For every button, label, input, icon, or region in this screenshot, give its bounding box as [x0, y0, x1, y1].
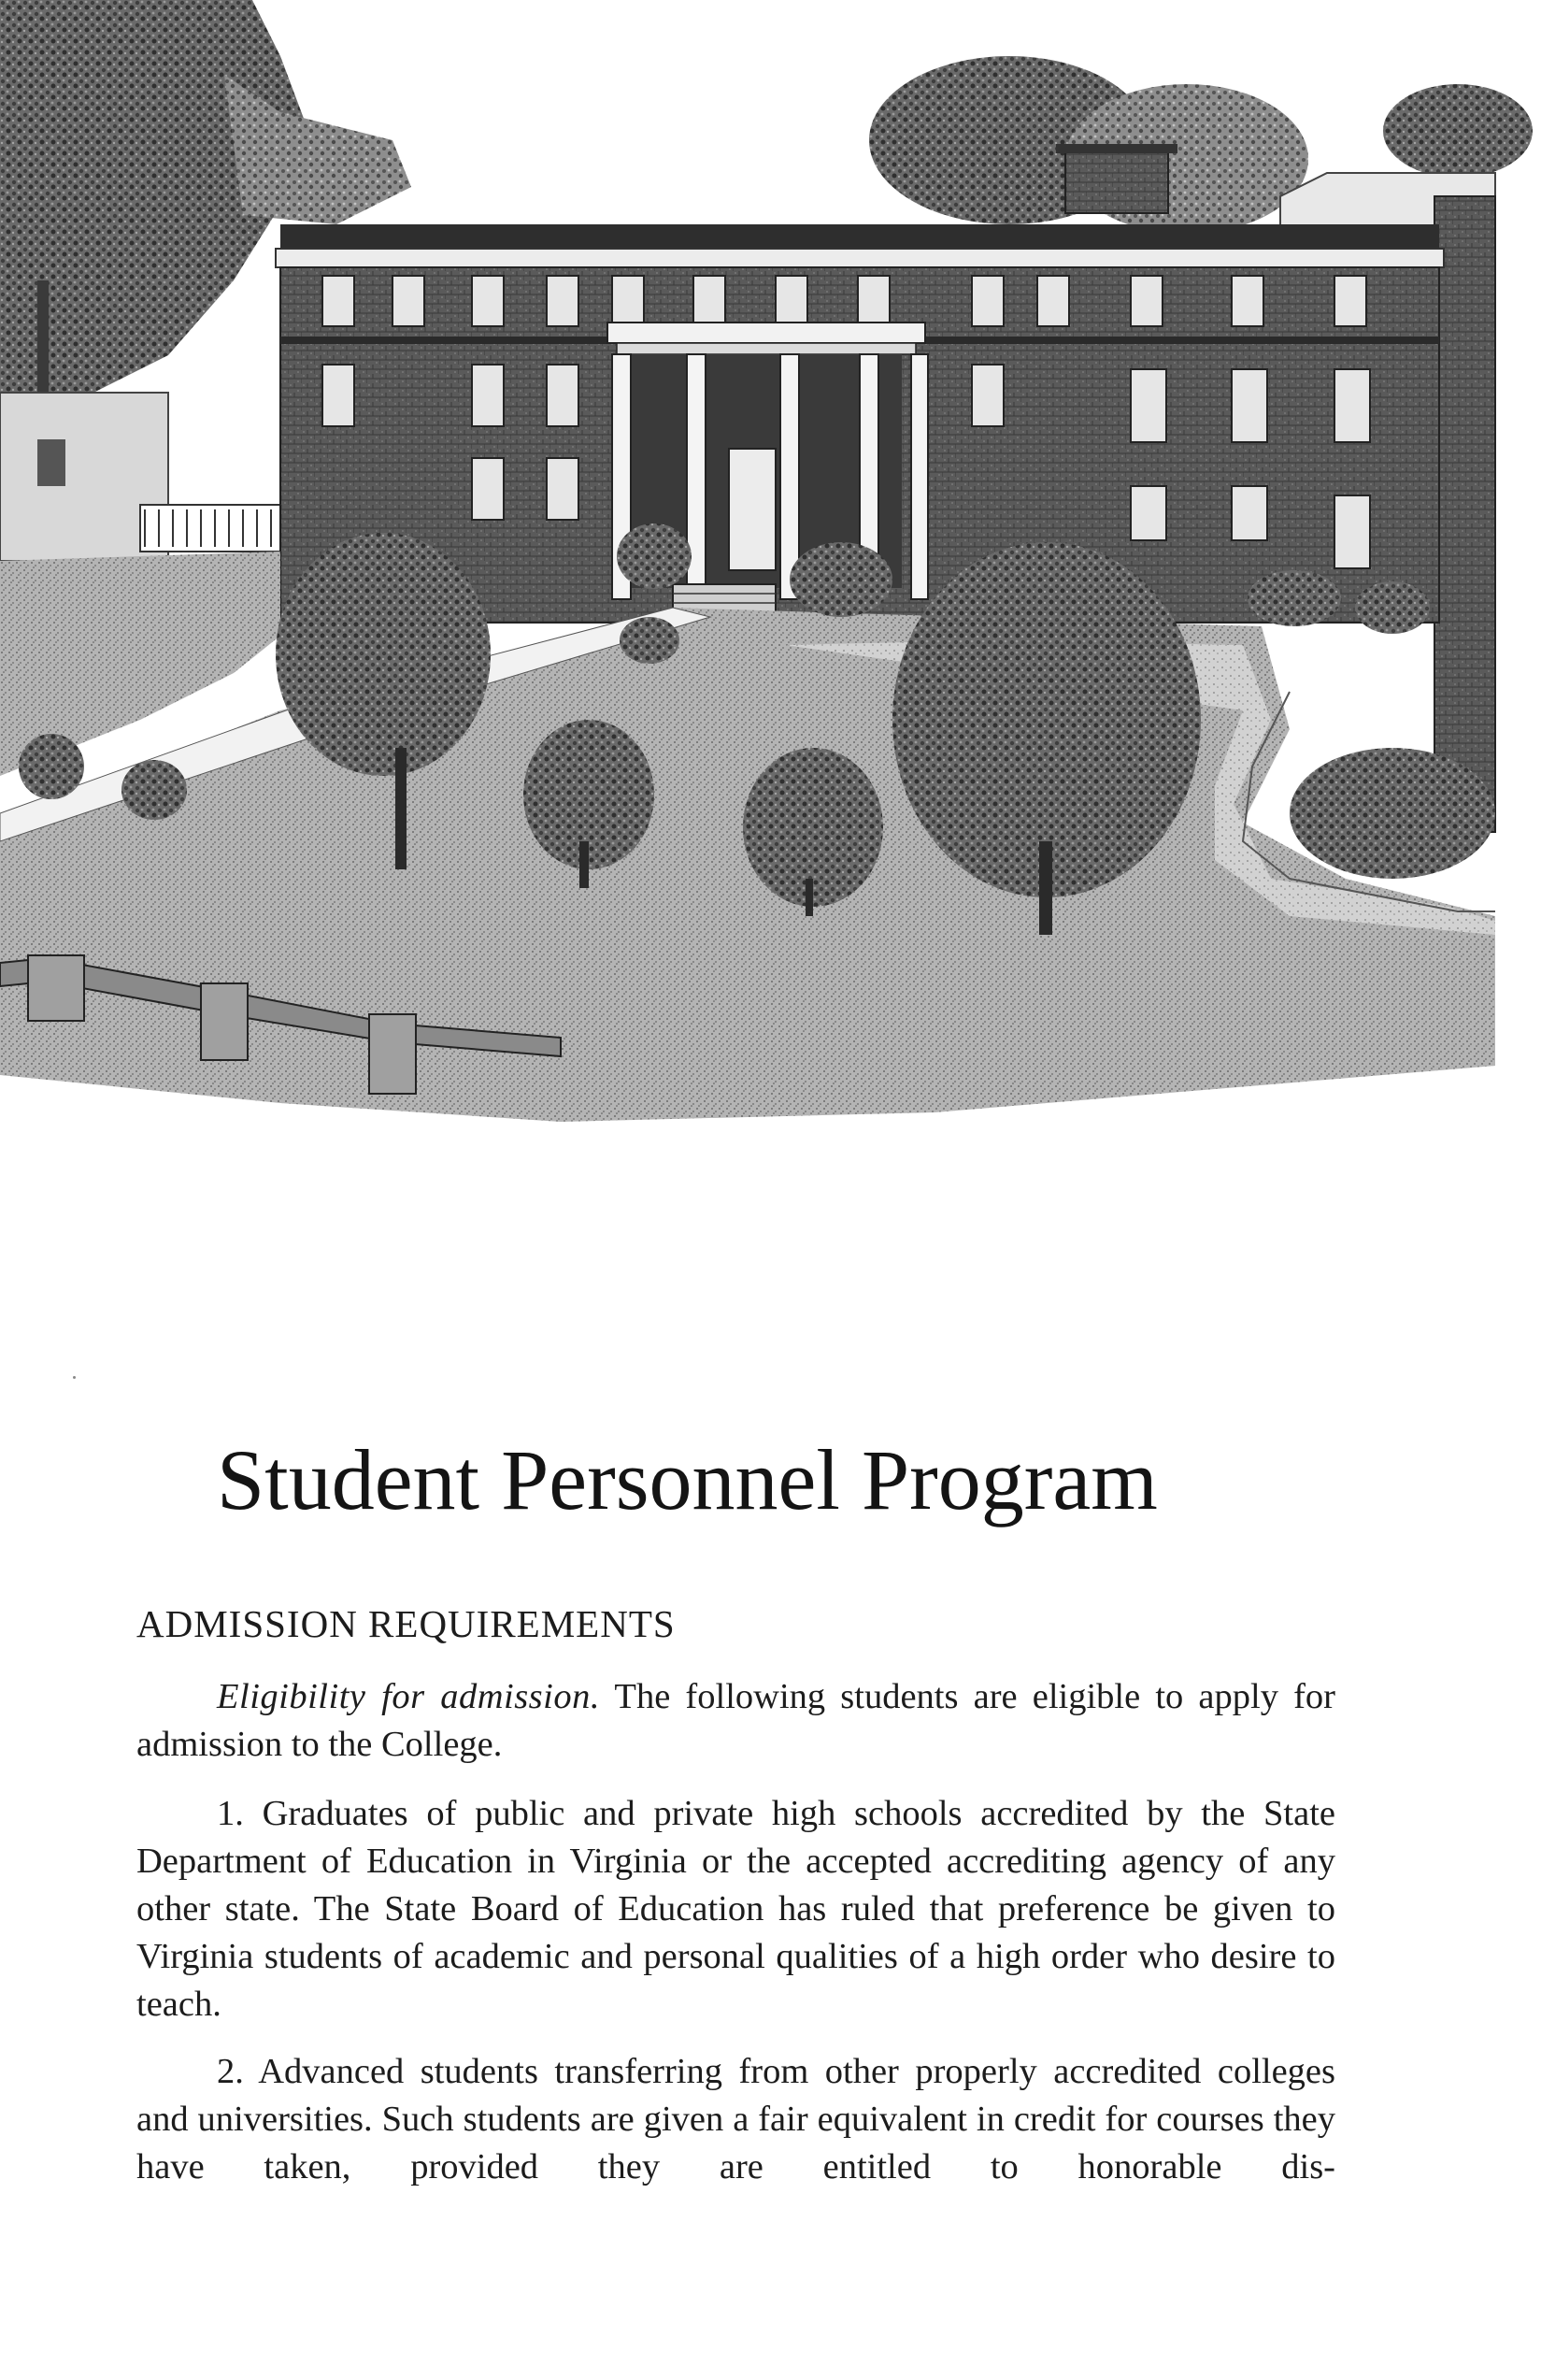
requirement-item-1	[136, 1790, 1335, 2029]
requirement-item-2	[136, 2048, 1335, 2191]
requirement-item-1-text: 1. Graduates of public and private high schools accredited by the State Department of Education in Virginia or the accepted accrediting agency of any other state. The State Board of Education has ruled that preference be given to Virginia students of academic and personal qualities of a high order who desire to teach.	[136, 1794, 1335, 2024]
page-title: Student Personnel Program	[217, 1432, 1158, 1527]
chimney	[1065, 148, 1168, 213]
eligibility-lead: Eligibility for admission.	[217, 1677, 600, 1716]
eligibility-text: The following students are eligible to apply for admission to the College.	[136, 1677, 1335, 1764]
illustration-svg	[0, 0, 1541, 1140]
paper-speck	[73, 1376, 76, 1379]
section-heading: ADMISSION REQUIREMENTS	[136, 1602, 676, 1645]
chimney-cap	[1056, 144, 1177, 153]
campus-building-illustration	[0, 0, 1541, 1140]
requirement-item-2-text: 2. Advanced students transferring from other properly accredited colleges and universities. Such students are given a fair equivalent in credit for courses they have taken, provided they are entitled to honorable dis-	[136, 2052, 1335, 2186]
eligibility-paragraph	[136, 1673, 1335, 1769]
side-house-left	[0, 393, 280, 561]
